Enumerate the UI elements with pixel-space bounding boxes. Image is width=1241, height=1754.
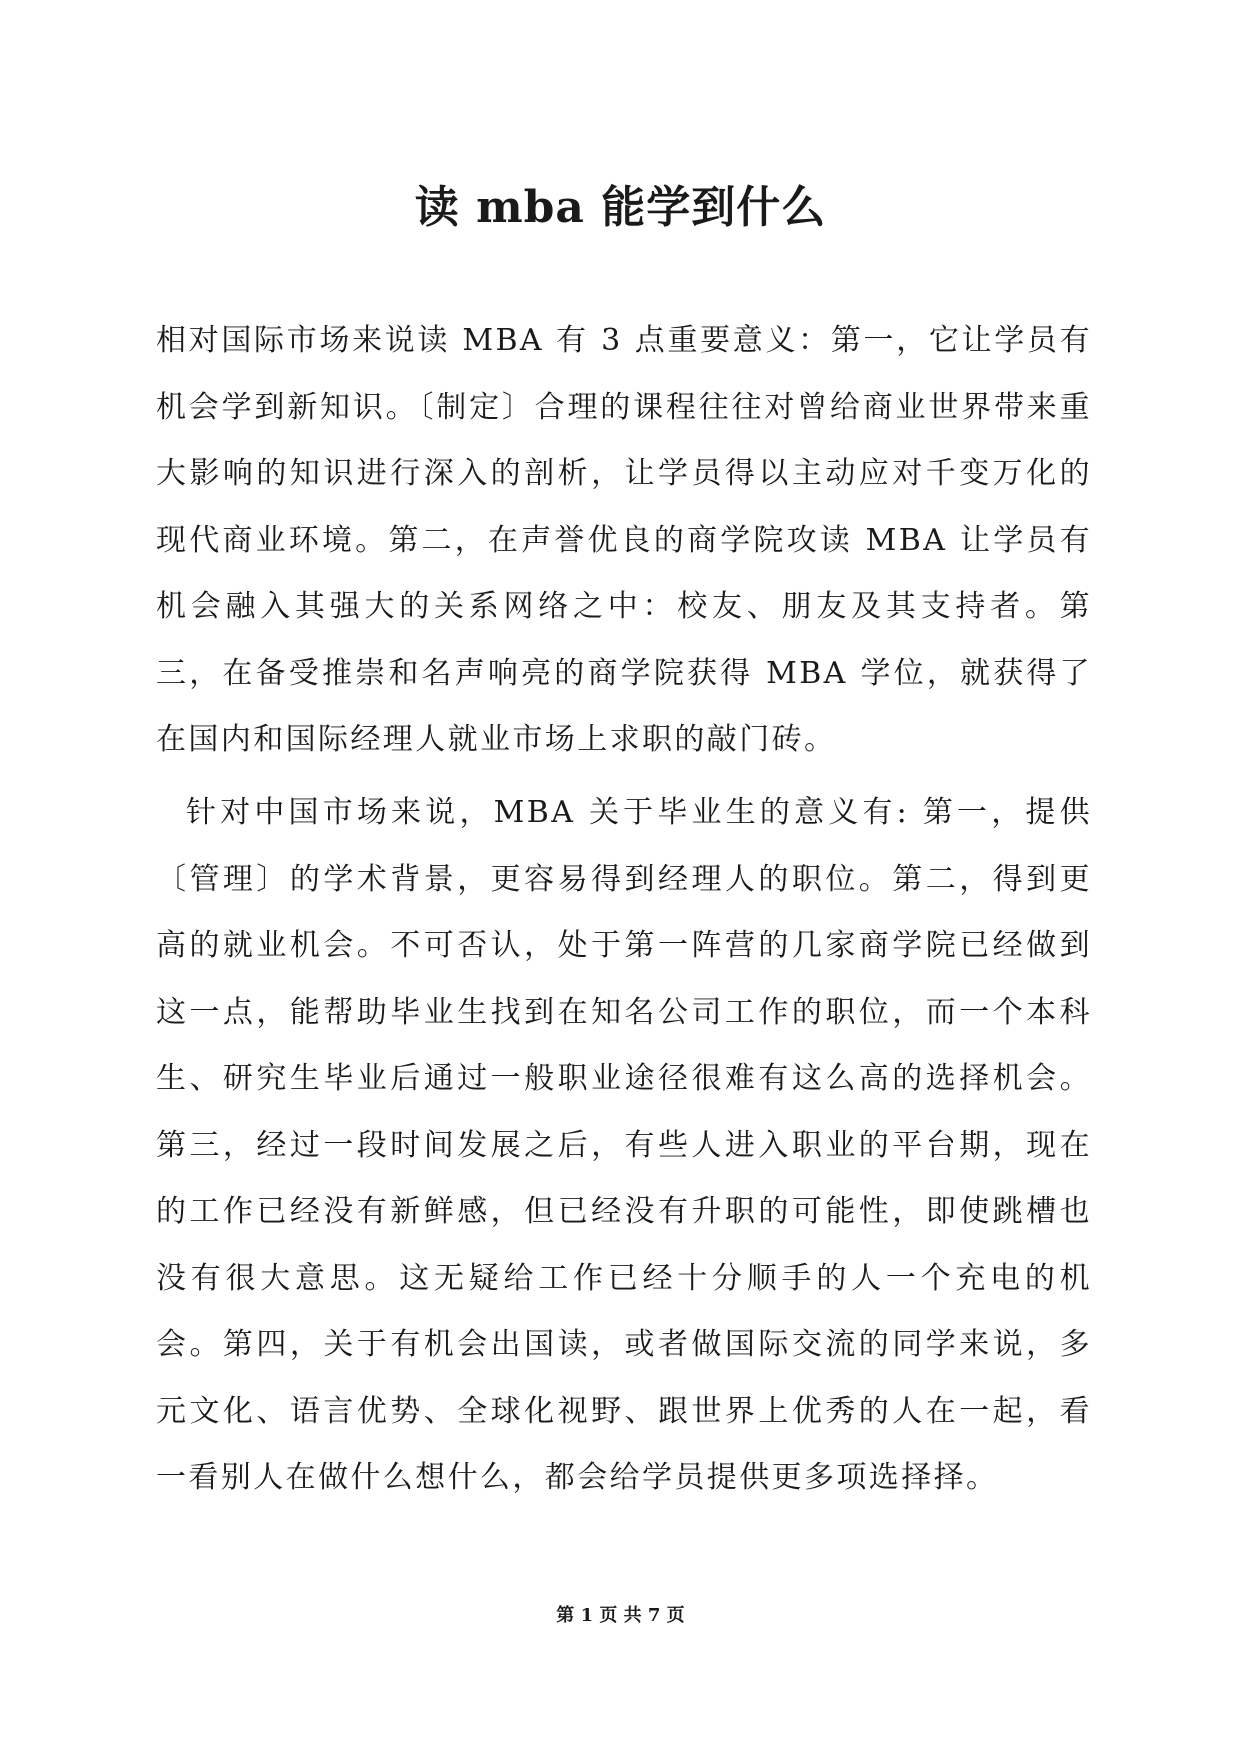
paragraph-2: 针对中国市场来说，MBA 关于毕业生的意义有: 第一，提供〔管理〕的学术背景，更容易得到经理人的职位。第二，得到更高的就业机会。不可否认，处于第一阵营的几家商学院已经做到这一点，能帮助毕业生找到在知名公司工作的职位，而一个本科生、研究生毕业后通过一般职业途径很难有这么高的选择机会。第三，经过一段时间发展之后，有些人进入职业的平台期，现在的工作已经没有新鲜感，但已经没有升职的可能性，即使跳槽也没有很大意思。这无疑给工作已经十分顺手的人一个充电的机会。第四，关于有机会出国读，或者做国际交流的同学来说，多元文化、语言优势、全球化视野、跟世界上优秀的人在一起，看一看别人在做什么想什么，都会给学员提供更多项选择择。 [156,795,1092,1495]
paragraph-1: 相对国际市场来说读 MBA 有 3 点重要意义：第一，它让学员有机会学到新知识。〔制定〕合理的课程往往对曾给商业世界带来重大影响的知识进行深入的剖析，让学员得以主动应对千变万化的现代商业环境。第二，在声誉优良的商学院攻读 MBA 让学员有机会融入其强大的关系网络之中：校友、朋友及其支持者。第三，在备受推崇和名声响亮的商学院获得 MBA 学位，就获得了在国内和国际经理人就业市场上求职的敲门砖。 [156,323,1092,757]
document-title: 读 mba 能学到什么 [414,182,827,233]
page-footer: 第 1 页 共 7 页 [556,1605,685,1626]
